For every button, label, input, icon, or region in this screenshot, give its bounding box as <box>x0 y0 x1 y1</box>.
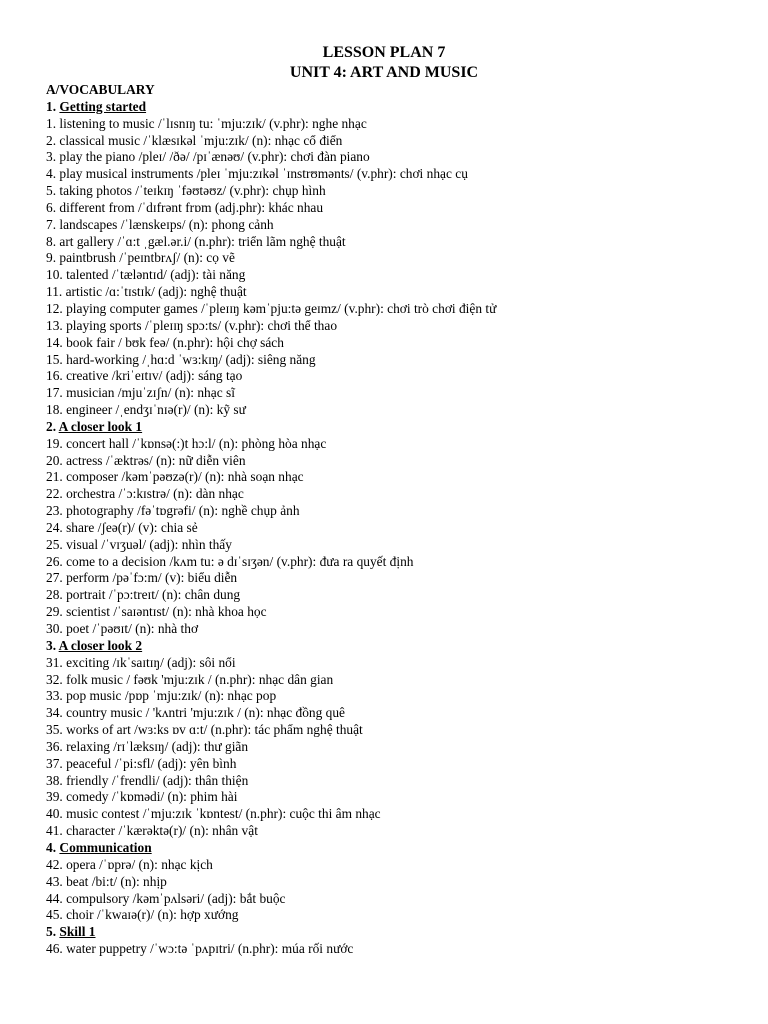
title-block <box>0 43 768 83</box>
group-title: A closer look 1 <box>58 418 143 434</box>
vocab-item: 33. pop music /pɒp ˈmju:zɪk/ (n): nhạc pop <box>46 688 277 704</box>
vocab-item: 17. musician /mjuˈzɪʃn/ (n): nhạc sĩ <box>46 385 235 401</box>
vocab-item: 37. peaceful /ˈpi:sfl/ (adj): yên bình <box>46 755 237 771</box>
vocab-item: 46. water puppetry /ˈwɔ:tə ˈpʌpɪtri/ (n.phr): múa rối nước <box>46 941 354 957</box>
vocab-item: 40. music contest /ˈmju:zɪk ˈkɒntest/ (n.phr): cuộc thi âm nhạc <box>46 806 381 822</box>
group-heading <box>46 638 746 655</box>
vocab-item: 31. exciting /ɪkˈsaɪtɪŋ/ (adj): sôi nổi <box>46 654 236 670</box>
vocab-item: 36. relaxing /rɪˈlæksɪŋ/ (adj): thư giãn <box>46 738 249 754</box>
vocab-item: 29. scientist /ˈsaɪəntɪst/ (n): nhà khoa học <box>46 604 267 620</box>
vocab-item: 41. character /ˈkærəktə(r)/ (n): nhân vật <box>46 823 258 839</box>
vocab-item: 3. play the piano /pleɪ/ /ðə/ /pɪˈænəʊ/ (v.phr): chơi đàn piano <box>46 149 370 165</box>
group-heading <box>46 99 746 116</box>
group-number: 3. <box>46 637 57 653</box>
group-number: 1. <box>46 98 57 114</box>
vocab-item: 30. poet /ˈpəʊɪt/ (n): nhà thơ <box>46 621 199 636</box>
vocab-item: 4. play musical instruments /pleɪ ˈmju:zɪkəl ˈɪnstrʊmənts/ (v.phr): chơi nhạc cụ <box>46 166 468 182</box>
vocab-item: 23. photography /fəˈtɒgrəfi/ (n): nghề chụp ảnh <box>46 503 300 519</box>
vocab-item: 10. talented /ˈtæləntɪd/ (adj): tài năng <box>46 267 246 283</box>
group-title: A closer look 2 <box>58 637 143 653</box>
vocab-item: 26. come to a decision /kʌm tu: ə dɪˈsɪʒən/ (v.phr): đưa ra quyết định <box>46 553 414 569</box>
vocab-item: 38. friendly /ˈfrendli/ (adj): thân thiện <box>46 772 249 788</box>
vocab-item: 12. playing computer games /ˈpleɪɪŋ kəmˈpju:tə geɪmz/ (v.phr): chơi trò chơi điện tử <box>46 300 497 316</box>
group-number: 2. <box>46 418 57 434</box>
vocab-item: 45. choir /ˈkwaɪə(r)/ (n): hợp xướng <box>46 907 239 923</box>
section-heading: A/VOCABULARY <box>46 82 155 97</box>
vocab-item: 2. classical music /ˈklæsɪkəl ˈmju:zɪk/ (n): nhạc cổ điển <box>46 132 343 148</box>
vocab-item: 1. listening to music /ˈlɪsnɪŋ tu: ˈmju:zɪk/ (v.phr): nghe nhạc <box>46 115 367 131</box>
vocab-item: 21. composer /kəmˈpəʊzə(r)/ (n): nhà soạn nhạc <box>46 469 304 485</box>
vocab-item: 34. country music / 'kʌntri 'mju:zɪk / (n): nhạc đồng quê <box>46 705 345 721</box>
group-number: 5. <box>46 924 57 940</box>
vocab-item: 7. landscapes /ˈlænskeɪps/ (n): phong cảnh <box>46 216 274 232</box>
group-title: Communication <box>59 839 152 855</box>
vocab-item: 28. portrait /ˈpɔ:treɪt/ (n): chân dung <box>46 587 241 603</box>
vocab-item: 8. art gallery /ˈɑ:t ˌgæl.ər.i/ (n.phr): triển lãm nghệ thuật <box>46 233 346 249</box>
vocab-item: 32. folk music / fəʊk 'mju:zɪk / (n.phr): nhạc dân gian <box>46 671 334 687</box>
lesson-title: LESSON PLAN 7 <box>322 44 446 61</box>
vocab-item: 5. taking photos /ˈteɪkɪŋ ˈfəʊtəʊz/ (v.phr): chụp hình <box>46 183 326 199</box>
vocab-item: 27. perform /pəˈfɔ:m/ (v): biểu diễn <box>46 570 238 586</box>
vocab-item: 20. actress /ˈæktrəs/ (n): nữ diễn viên <box>46 452 246 468</box>
vocab-item: 35. works of art /wɜ:ks ɒv ɑ:t/ (n.phr): tác phẩm nghệ thuật <box>46 722 363 738</box>
vocab-item: 13. playing sports /ˈpleɪɪŋ spɔ:ts/ (v.phr): chơi thể thao <box>46 317 338 333</box>
group-heading <box>46 419 746 436</box>
group-heading <box>46 840 746 857</box>
unit-title: UNIT 4: ART AND MUSIC <box>289 64 479 81</box>
vocab-item: 24. share /ʃeə(r)/ (v): chia sẻ <box>46 519 198 535</box>
group-number: 4. <box>46 839 57 855</box>
vocab-item: 44. compulsory /kəmˈpʌlsəri/ (adj): bắt buộc <box>46 890 286 906</box>
vocabulary-content <box>46 82 746 958</box>
vocab-item: 16. creative /kriˈeɪtɪv/ (adj): sáng tạo <box>46 368 243 384</box>
vocab-item: 19. concert hall /ˈkɒnsə(:)t hɔ:l/ (n): phòng hòa nhạc <box>46 435 327 451</box>
vocab-item: 43. beat /bi:t/ (n): nhịp <box>46 873 167 889</box>
vocab-item: 11. artistic /ɑ:ˈtɪstɪk/ (adj): nghệ thuật <box>46 284 247 300</box>
vocab-item: 18. engineer /ˌendʒɪˈnɪə(r)/ (n): kỹ sư <box>46 402 246 418</box>
vocab-item: 6. different from /ˈdɪfrənt frɒm (adj.phr): khác nhau <box>46 199 324 215</box>
vocab-item: 39. comedy /ˈkɒmədi/ (n): phim hài <box>46 789 238 805</box>
vocab-item: 25. visual /ˈvɪʒuəl/ (adj): nhìn thấy <box>46 536 232 552</box>
group-heading <box>46 924 746 941</box>
group-title: Getting started <box>59 98 147 114</box>
vocab-item: 42. opera /ˈɒprə/ (n): nhạc kịch <box>46 856 213 872</box>
vocab-item: 14. book fair / bʊk feə/ (n.phr): hội chợ sách <box>46 334 284 350</box>
vocab-item: 22. orchestra /ˈɔ:kɪstrə/ (n): dàn nhạc <box>46 486 244 502</box>
vocab-item: 9. paintbrush /ˈpeɪntbrʌʃ/ (n): cọ vẽ <box>46 250 235 266</box>
group-title: Skill 1 <box>59 924 96 940</box>
vocab-item: 15. hard-working /ˌhɑ:d ˈwɜ:kɪŋ/ (adj): siêng năng <box>46 351 316 367</box>
